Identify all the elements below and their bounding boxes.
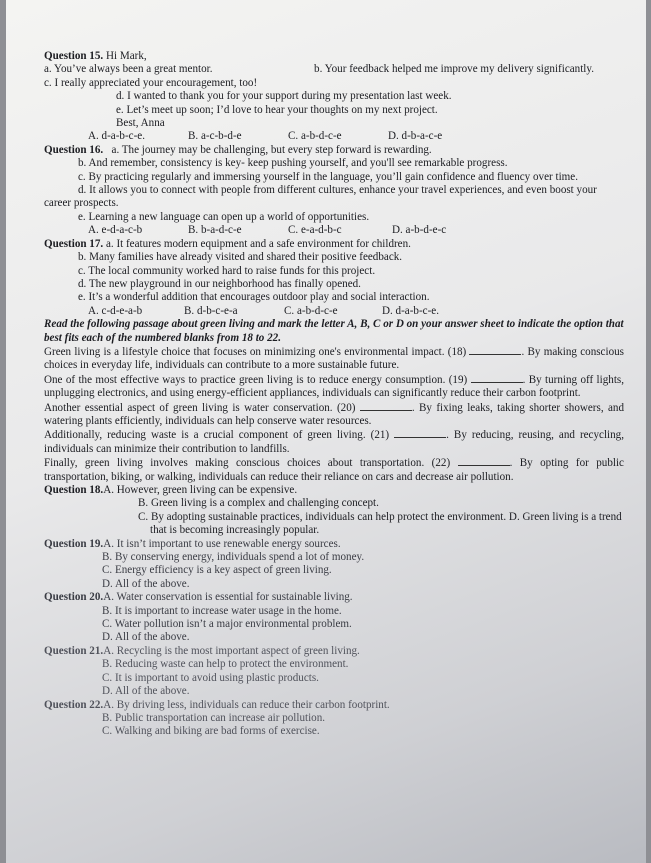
q16-b: b. And remember, consistency is key- keep pushing yourself, and you'll see remarkable progress. bbox=[78, 157, 508, 170]
q19-option-d[interactable]: D. All of the above. bbox=[102, 577, 190, 590]
q15-options bbox=[44, 130, 624, 143]
q22-option-b[interactable]: B. Public transportation can increase air pollution. bbox=[102, 711, 326, 724]
passage-paragraph-5: Finally, green living involves making conscious choices about transportation. (22) . By opting for public transportation, biking, or walking, individuals can reduce their reliance on cars and decrease air pollution. bbox=[44, 457, 624, 483]
q16-d-cont: career prospects. bbox=[44, 197, 119, 210]
q22-option-a[interactable]: Question 22.A. By driving less, individuals can reduce their carbon footprint. bbox=[44, 698, 390, 711]
passage-paragraph-2: One of the most effective ways to practice green living is to reduce energy consumption. (19) . By turning off lights, unplugging electronics, and using energy-efficient appliances, individuals can significantly reduce their carbon footprint. bbox=[44, 373, 624, 400]
q15-option-b[interactable]: B. a-c-b-d-e bbox=[188, 130, 242, 143]
q17-option-c[interactable]: C. a-b-d-c-e bbox=[284, 304, 338, 317]
q18-option-c[interactable]: C. By adopting sustainable practices, individuals can help protect the environment. D. Green living is a trend bbox=[138, 510, 622, 523]
blank-22[interactable] bbox=[458, 456, 510, 466]
q17-option-d[interactable]: D. d-a-b-c-e. bbox=[382, 304, 439, 317]
q17-b: b. Many families have already visited and shared their positive feedback. bbox=[78, 251, 403, 264]
q20-option-d[interactable]: D. All of the above. bbox=[102, 631, 190, 644]
q17-options bbox=[44, 305, 624, 318]
q16-e: e. Learning a new language can open up a world of opportunities. bbox=[78, 210, 370, 223]
q17-c: c. The local community worked hard to raise funds for this project. bbox=[78, 264, 376, 277]
passage-paragraph-1: Green living is a lifestyle choice that focuses on minimizing one's environmental impact. (18) . By making conscious choices in everyday life, individuals can contribute to a more sustainable future. bbox=[44, 345, 624, 372]
q19-option-a[interactable]: Question 19.A. It isn’t important to use renewable energy sources. bbox=[44, 537, 341, 550]
q21-option-b[interactable]: B. Reducing waste can help to protect the environment. bbox=[102, 658, 349, 671]
q17-d: d. The new playground in our neighborhood has finally opened. bbox=[78, 277, 361, 290]
q21-option-d[interactable]: D. All of the above. bbox=[102, 685, 190, 698]
q17-a: Question 17. a. It features modern equipment and a safe environment for children. bbox=[44, 237, 411, 250]
q16-options bbox=[44, 224, 624, 237]
q21-option-a[interactable]: Question 21.A. Recycling is the most important aspect of green living. bbox=[44, 644, 360, 657]
q15-option-c[interactable]: C. a-b-d-c-e bbox=[288, 130, 342, 143]
q15-option-a[interactable]: A. d-a-b-c-e. bbox=[88, 130, 145, 143]
q16-a: Question 16. a. The journey may be challenging, but every step forward is rewarding. bbox=[44, 143, 432, 156]
q15-header: Question 15. Hi Mark, bbox=[44, 50, 147, 62]
q15-c: c. I really appreciated your encouragement, too! bbox=[44, 76, 258, 89]
q16-c: c. By practicing regularly and immersing yourself in the language, you’ll gain confidence and fluency over time. bbox=[78, 170, 578, 183]
q17-option-b[interactable]: B. d-b-c-e-a bbox=[184, 304, 238, 317]
q20-option-c[interactable]: C. Water pollution isn’t a major environmental problem. bbox=[102, 618, 352, 631]
q17-option-a[interactable]: A. c-d-e-a-b bbox=[88, 304, 143, 317]
q19-option-c[interactable]: C. Energy efficiency is a key aspect of green living. bbox=[102, 564, 332, 577]
blank-19[interactable] bbox=[471, 373, 523, 383]
q16-option-b[interactable]: B. b-a-d-c-e bbox=[188, 224, 242, 237]
q15-e: e. Let’s meet up soon; I’d love to hear your thoughts on my next project. bbox=[116, 103, 438, 116]
q16-d: d. It allows you to connect with people from different cultures, enhance your travel experiences, and even boost your bbox=[78, 184, 597, 197]
q18-option-d[interactable]: that is becoming increasingly popular. bbox=[150, 524, 320, 537]
q15-d: d. I wanted to thank you for your support during my presentation last week. bbox=[116, 90, 452, 103]
exam-page bbox=[44, 50, 624, 739]
q16-option-a[interactable]: A. e-d-a-c-b bbox=[88, 224, 143, 237]
q16-option-c[interactable]: C. e-a-d-b-c bbox=[288, 224, 342, 237]
blank-20[interactable] bbox=[360, 401, 412, 411]
paper-sheet bbox=[6, 0, 646, 863]
q15-sign: Best, Anna bbox=[116, 117, 165, 130]
q15-ab: a. You’ve always been a great mentor. b. Your feedback helped me improve my delivery significantly. bbox=[44, 63, 594, 76]
blank-18[interactable] bbox=[469, 345, 521, 355]
passage-paragraph-3: Another essential aspect of green living is water conservation. (20) . By fixing leaks, taking shorter showers, and watering plants efficiently, individuals can help conserve water resources. bbox=[44, 401, 624, 427]
q20-option-a[interactable]: Question 20.A. Water conservation is essential for sustainable living. bbox=[44, 591, 353, 604]
q16-option-d[interactable]: D. a-b-d-e-c bbox=[392, 224, 447, 237]
q21-option-c[interactable]: C. It is important to avoid using plastic products. bbox=[102, 671, 319, 684]
blank-21[interactable] bbox=[394, 428, 446, 438]
q22-option-c[interactable]: C. Walking and biking are bad forms of exercise. bbox=[102, 725, 320, 738]
q17-e: e. It’s a wonderful addition that encourages outdoor play and social interaction. bbox=[78, 291, 430, 304]
q20-option-b[interactable]: B. It is important to increase water usage in the home. bbox=[102, 604, 342, 617]
q19-option-b[interactable]: B. By conserving energy, individuals spend a lot of money. bbox=[102, 551, 365, 564]
passage-instruction: Read the following passage about green living and mark the letter A, B, C or D on your answer sheet to indicate the option that best fits each of the numbered blanks from 18 to 22. bbox=[44, 318, 624, 344]
passage-paragraph-4: Additionally, reducing waste is a crucial component of green living. (21) . By reducing, reusing, and recycling, individuals can minimize their contribution to landfills. bbox=[44, 429, 624, 455]
q18-option-b[interactable]: B. Green living is a complex and challenging concept. bbox=[138, 497, 379, 510]
q18-option-a[interactable]: Question 18.A. However, green living can be expensive. bbox=[44, 484, 298, 496]
q15-option-d[interactable]: D. d-b-a-c-e bbox=[388, 130, 443, 143]
